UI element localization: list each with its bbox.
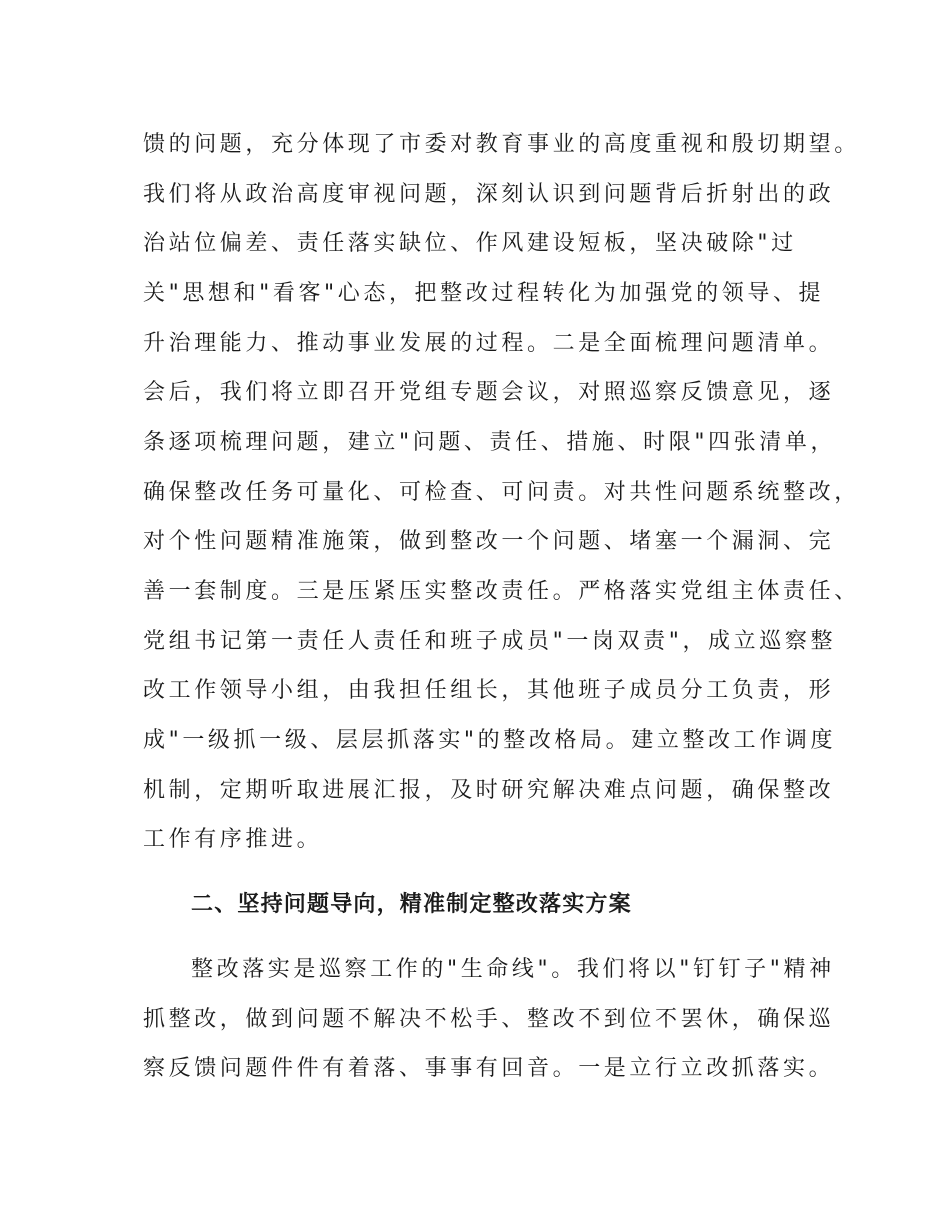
body-text-line: 党组书记第一责任人责任和班子成员"一岗双责"，成立巡察整: [143, 629, 837, 654]
body-text-line: 抓整改，做到问题不解决不松手、整改不到位不罢休，确保巡: [143, 1007, 835, 1032]
body-text-line: 改工作领导小组，由我担任组长，其他班子成员分工负责，形: [143, 678, 835, 703]
body-text-line: 我们将从政治高度审视问题，深刻认识到问题背后折射出的政: [143, 182, 835, 207]
body-text-line: 升治理能力、推动事业发展的过程。二是全面梳理问题清单。: [143, 331, 835, 356]
body-text-line: 会后，我们将立即召开党组专题会议，对照巡察反馈意见，逐: [143, 380, 835, 405]
body-text-line: 条逐项梳理问题，建立"问题、责任、措施、时限"四张清单，: [143, 430, 837, 455]
body-text-line: 确保整改任务可量化、可检查、可问责。对共性问题系统整改，: [143, 480, 860, 505]
body-text-line: 治站位偏差、责任落实缺位、作风建设短板，坚决破除"过: [143, 231, 797, 256]
section-heading: 二、坚持问题导向，精准制定整改落实方案: [191, 892, 632, 917]
body-text-line: 工作有序推进。: [143, 827, 323, 852]
body-text-line: 成"一级抓一级、层层抓落实"的整改格局。建立整改工作调度: [143, 728, 837, 753]
body-text-line: 关"思想和"看客"心态，把整改过程转化为加强党的领导、提: [143, 281, 825, 306]
body-text-line: 善一套制度。三是压紧压实整改责任。严格落实党组主体责任、: [143, 579, 860, 604]
body-text-line: 整改落实是巡察工作的"生命线"。我们将以"钉钉子"精神: [191, 957, 835, 982]
body-text-line: 察反馈问题件件有着落、事事有回音。一是立行立改抓落实。: [143, 1056, 835, 1081]
body-text-line: 对个性问题精准施策，做到整改一个问题、堵塞一个漏洞、完: [143, 529, 835, 554]
body-text-line: 机制，定期听取进展汇报，及时研究解决难点问题，确保整改: [143, 778, 835, 803]
body-text-line: 馈的问题，充分体现了市委对教育事业的高度重视和殷切期望。: [143, 132, 860, 157]
